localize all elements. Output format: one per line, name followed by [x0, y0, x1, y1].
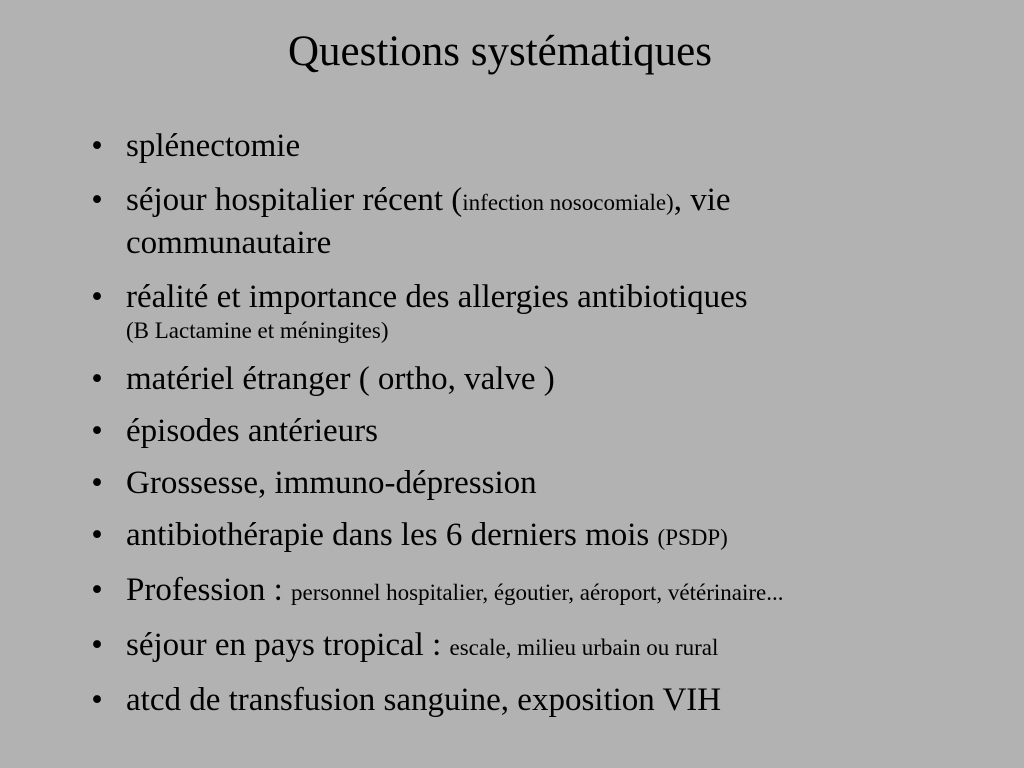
bullet-text: splénectomie: [126, 128, 301, 164]
bullet-list: [82, 126, 942, 732]
bullet-icon: •: [91, 361, 103, 397]
slide-title: Questions systématiques: [288, 28, 712, 75]
bullet-text: antibiothérapie dans les 6 derniers mois: [126, 517, 658, 553]
bullet-item: [82, 680, 942, 720]
bullet-item: [82, 463, 942, 503]
bullet-icon: •: [91, 413, 103, 449]
bullet-item: [82, 359, 942, 399]
bullet-icon: •: [91, 517, 103, 553]
bullet-item: [82, 515, 942, 558]
bullet-text: séjour en pays tropical :: [126, 627, 450, 663]
bullet-icon: •: [91, 182, 103, 218]
bullet-icon: •: [91, 682, 103, 718]
bullet-icon: •: [91, 465, 103, 501]
bullet-note: (PSDP): [657, 525, 728, 550]
bullet-note: (B Lactamine et méningites): [126, 318, 389, 343]
bullet-item: [82, 411, 942, 451]
bullet-item: [82, 126, 942, 166]
bullet-text: épisodes antérieurs: [126, 413, 378, 449]
bullet-text-tail: , vie communautaire: [126, 182, 731, 261]
bullet-item: [82, 277, 942, 345]
bullet-item: [82, 570, 942, 613]
bullet-item: [82, 625, 942, 668]
bullet-text: séjour hospitalier récent (: [126, 182, 463, 218]
bullet-item: [82, 180, 942, 263]
bullet-icon: •: [91, 279, 103, 315]
bullet-text: réalité et importance des allergies antibiotiques: [126, 279, 748, 315]
bullet-icon: •: [91, 627, 103, 663]
bullet-icon: •: [91, 128, 103, 164]
bullet-icon: •: [91, 572, 103, 608]
bullet-text: Profession :: [126, 572, 291, 608]
bullet-text: Grossesse, immuno-dépression: [126, 465, 537, 501]
bullet-text: atcd de transfusion sanguine, exposition VIH: [126, 682, 722, 718]
bullet-text: matériel étranger ( ortho, valve ): [126, 361, 555, 397]
bullet-note: personnel hospitalier, égoutier, aéroport, vétérinaire...: [291, 580, 784, 605]
bullet-note: infection nosocomiale): [462, 190, 674, 215]
bullet-note: escale, milieu urbain ou rural: [449, 635, 719, 660]
